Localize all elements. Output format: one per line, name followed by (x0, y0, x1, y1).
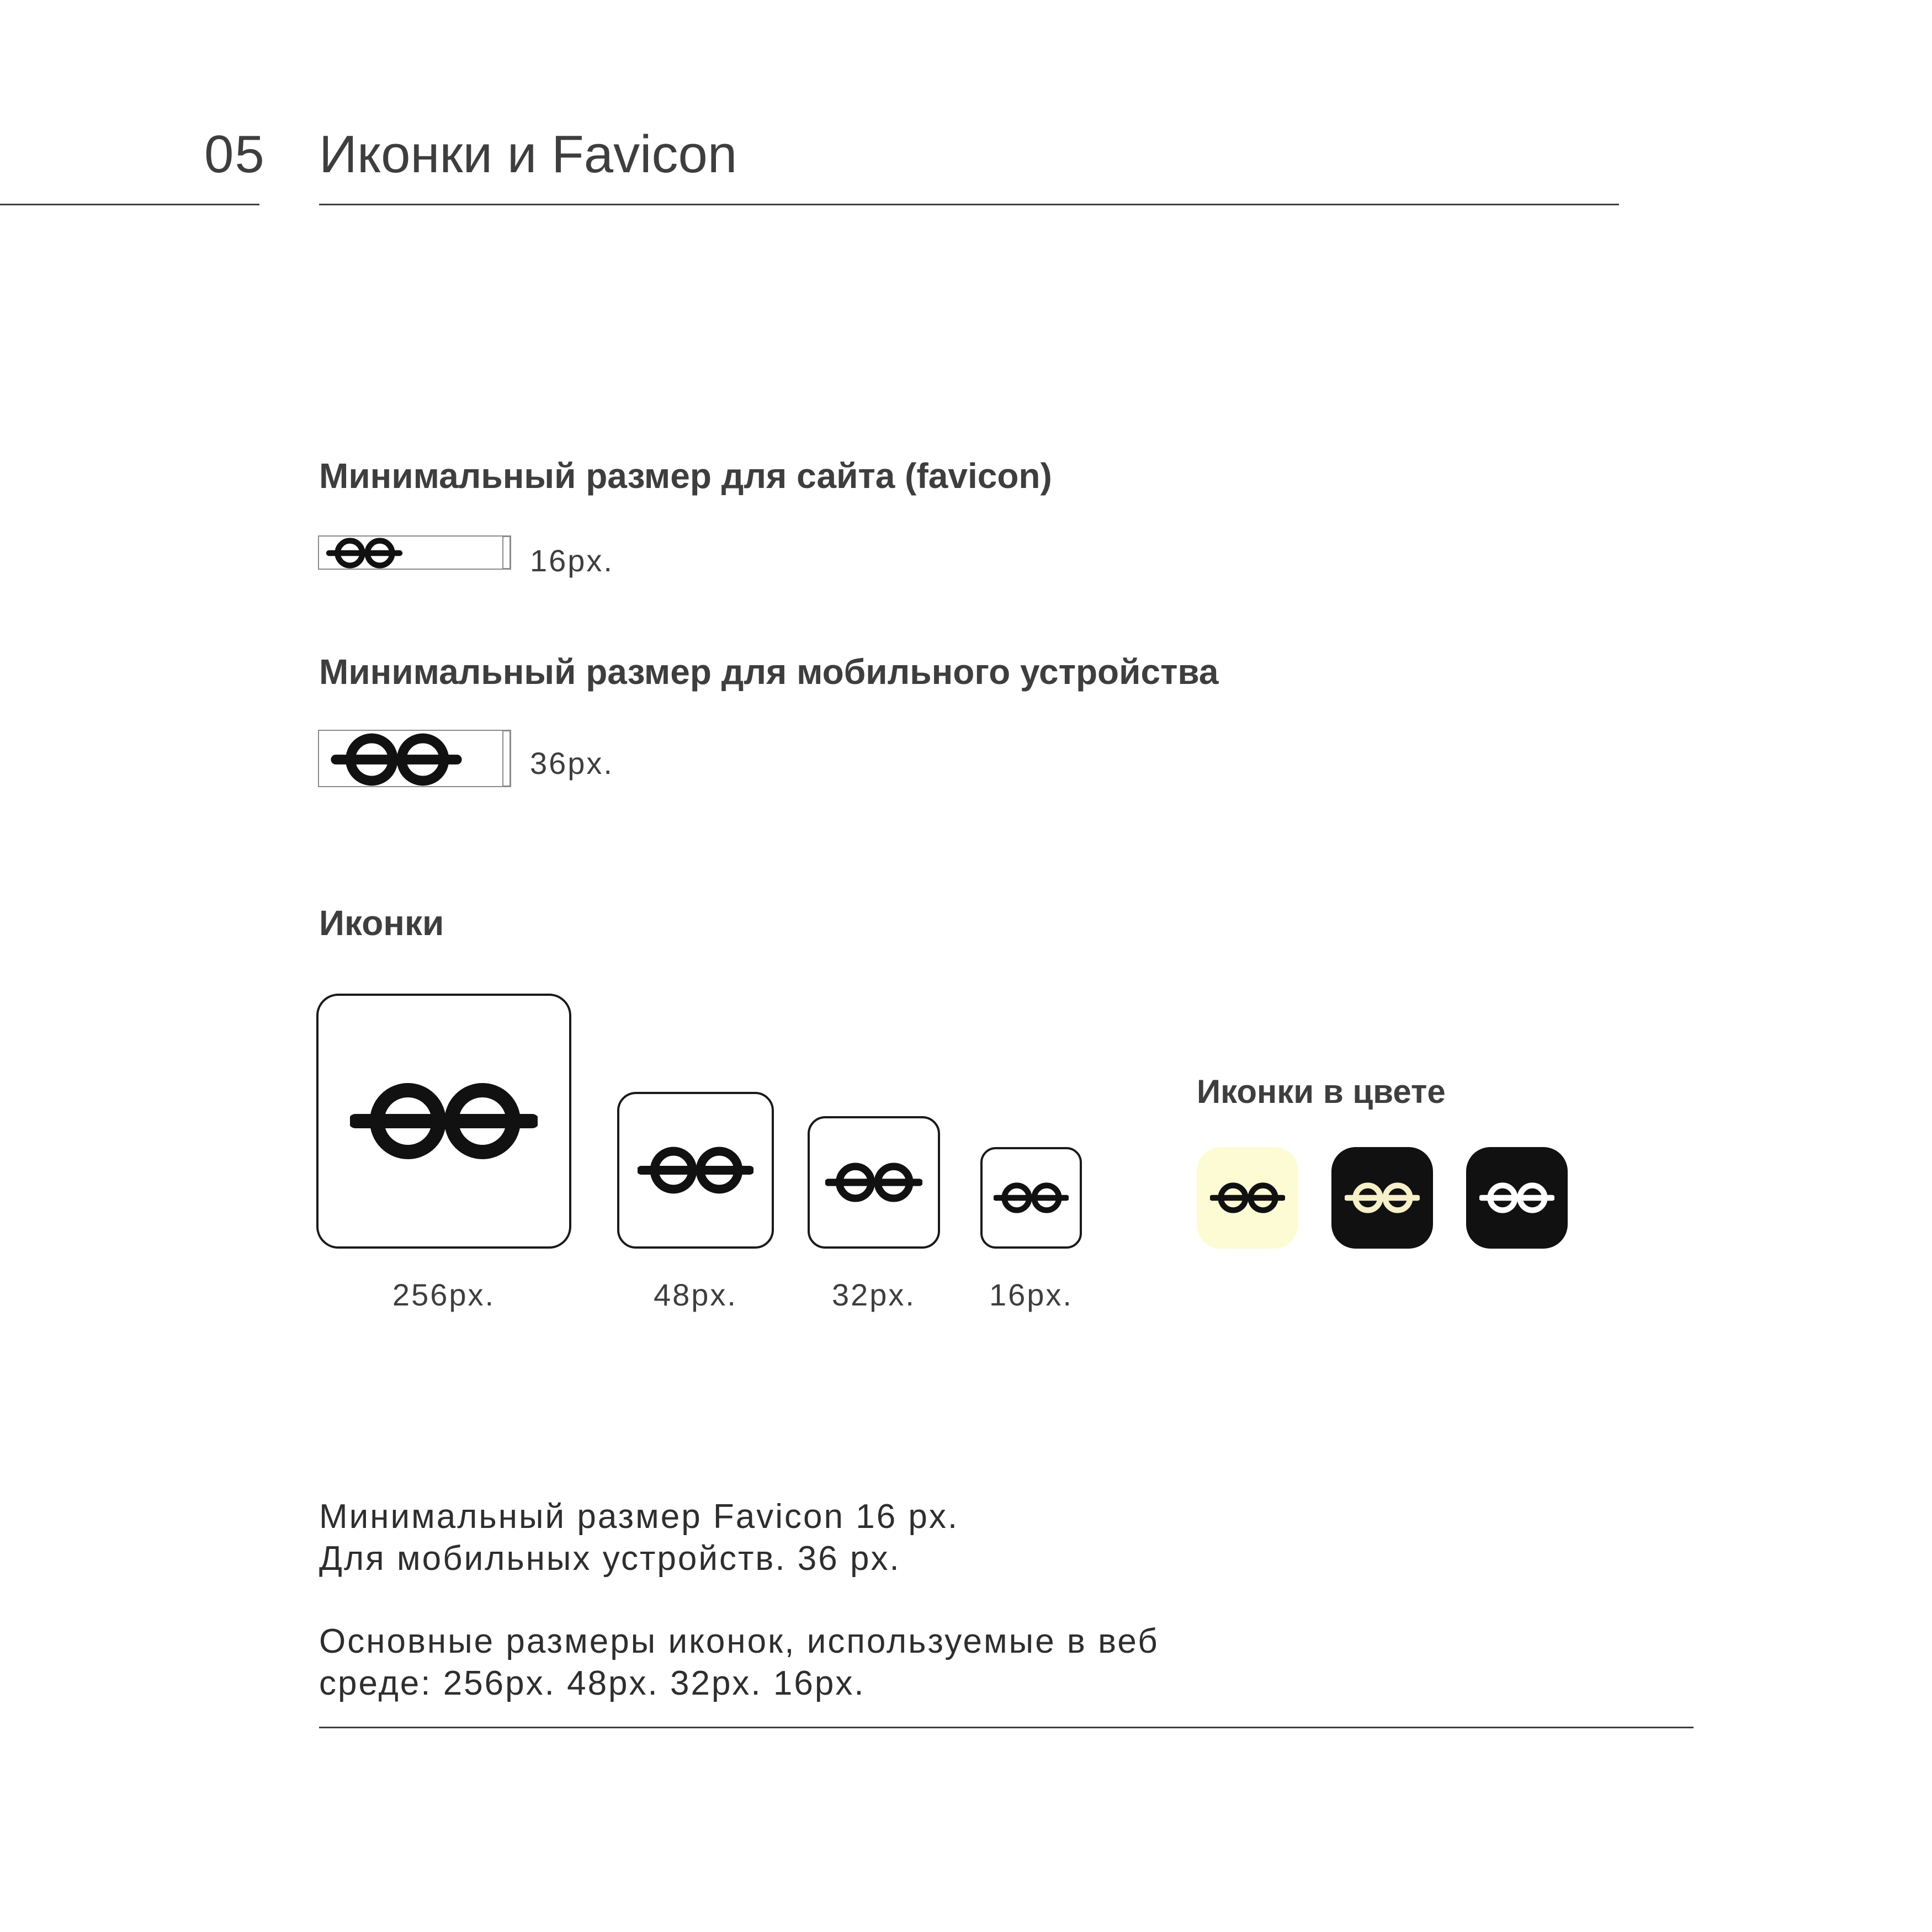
page-title: Иконки и Favicon (319, 125, 737, 184)
header-rule-right (319, 204, 1619, 205)
favicon-measure-box (318, 535, 503, 570)
icon-256-label: 256px. (392, 1277, 496, 1312)
glasses-logo-icon (350, 1082, 538, 1160)
glasses-logo-icon (1479, 1182, 1554, 1213)
icon-32 (808, 1116, 940, 1249)
glasses-logo-icon (825, 1163, 922, 1202)
glasses-logo-icon (322, 733, 470, 786)
icon-48 (617, 1092, 774, 1249)
mobile-measure-box (318, 730, 503, 787)
favicon-section-title: Минимальный размер для сайта (favicon) (319, 456, 1052, 496)
glasses-logo-icon (1345, 1182, 1420, 1213)
header-rule-left (0, 204, 259, 205)
favicon-size-label: 16px. (530, 543, 614, 578)
mobile-section-title: Минимальный размер для мобильного устройства (319, 652, 1219, 692)
color-icon-dark-cream (1331, 1147, 1433, 1249)
notes-minimum-sizes: Минимальный размер Favicon 16 px. Для мобильных устройств. 36 px. (319, 1498, 959, 1578)
glasses-logo-icon (1210, 1182, 1285, 1213)
section-number: 05 (204, 125, 266, 184)
footer-rule (319, 1727, 1694, 1728)
color-icon-dark-white (1466, 1147, 1568, 1249)
glasses-logo-icon (994, 1182, 1069, 1213)
icon-48-label: 48px. (654, 1277, 737, 1312)
glasses-logo-icon (321, 538, 407, 569)
favicon-measure-bracket (503, 535, 511, 570)
icons-section-title: Иконки (319, 903, 444, 943)
color-section-title: Иконки в цвете (1197, 1073, 1446, 1110)
color-icon-light (1197, 1147, 1298, 1249)
icon-16 (980, 1147, 1082, 1249)
icon-256 (316, 994, 571, 1249)
mobile-size-label: 36px. (530, 746, 614, 781)
notes-main-sizes: Основные размеры иконок, используемые в веб среде: 256px. 48px. 32px. 16px. (319, 1622, 1159, 1702)
glasses-logo-icon (638, 1147, 753, 1194)
icon-32-label: 32px. (832, 1277, 916, 1312)
icon-16-label: 16px. (989, 1277, 1073, 1312)
mobile-measure-bracket (503, 730, 511, 787)
